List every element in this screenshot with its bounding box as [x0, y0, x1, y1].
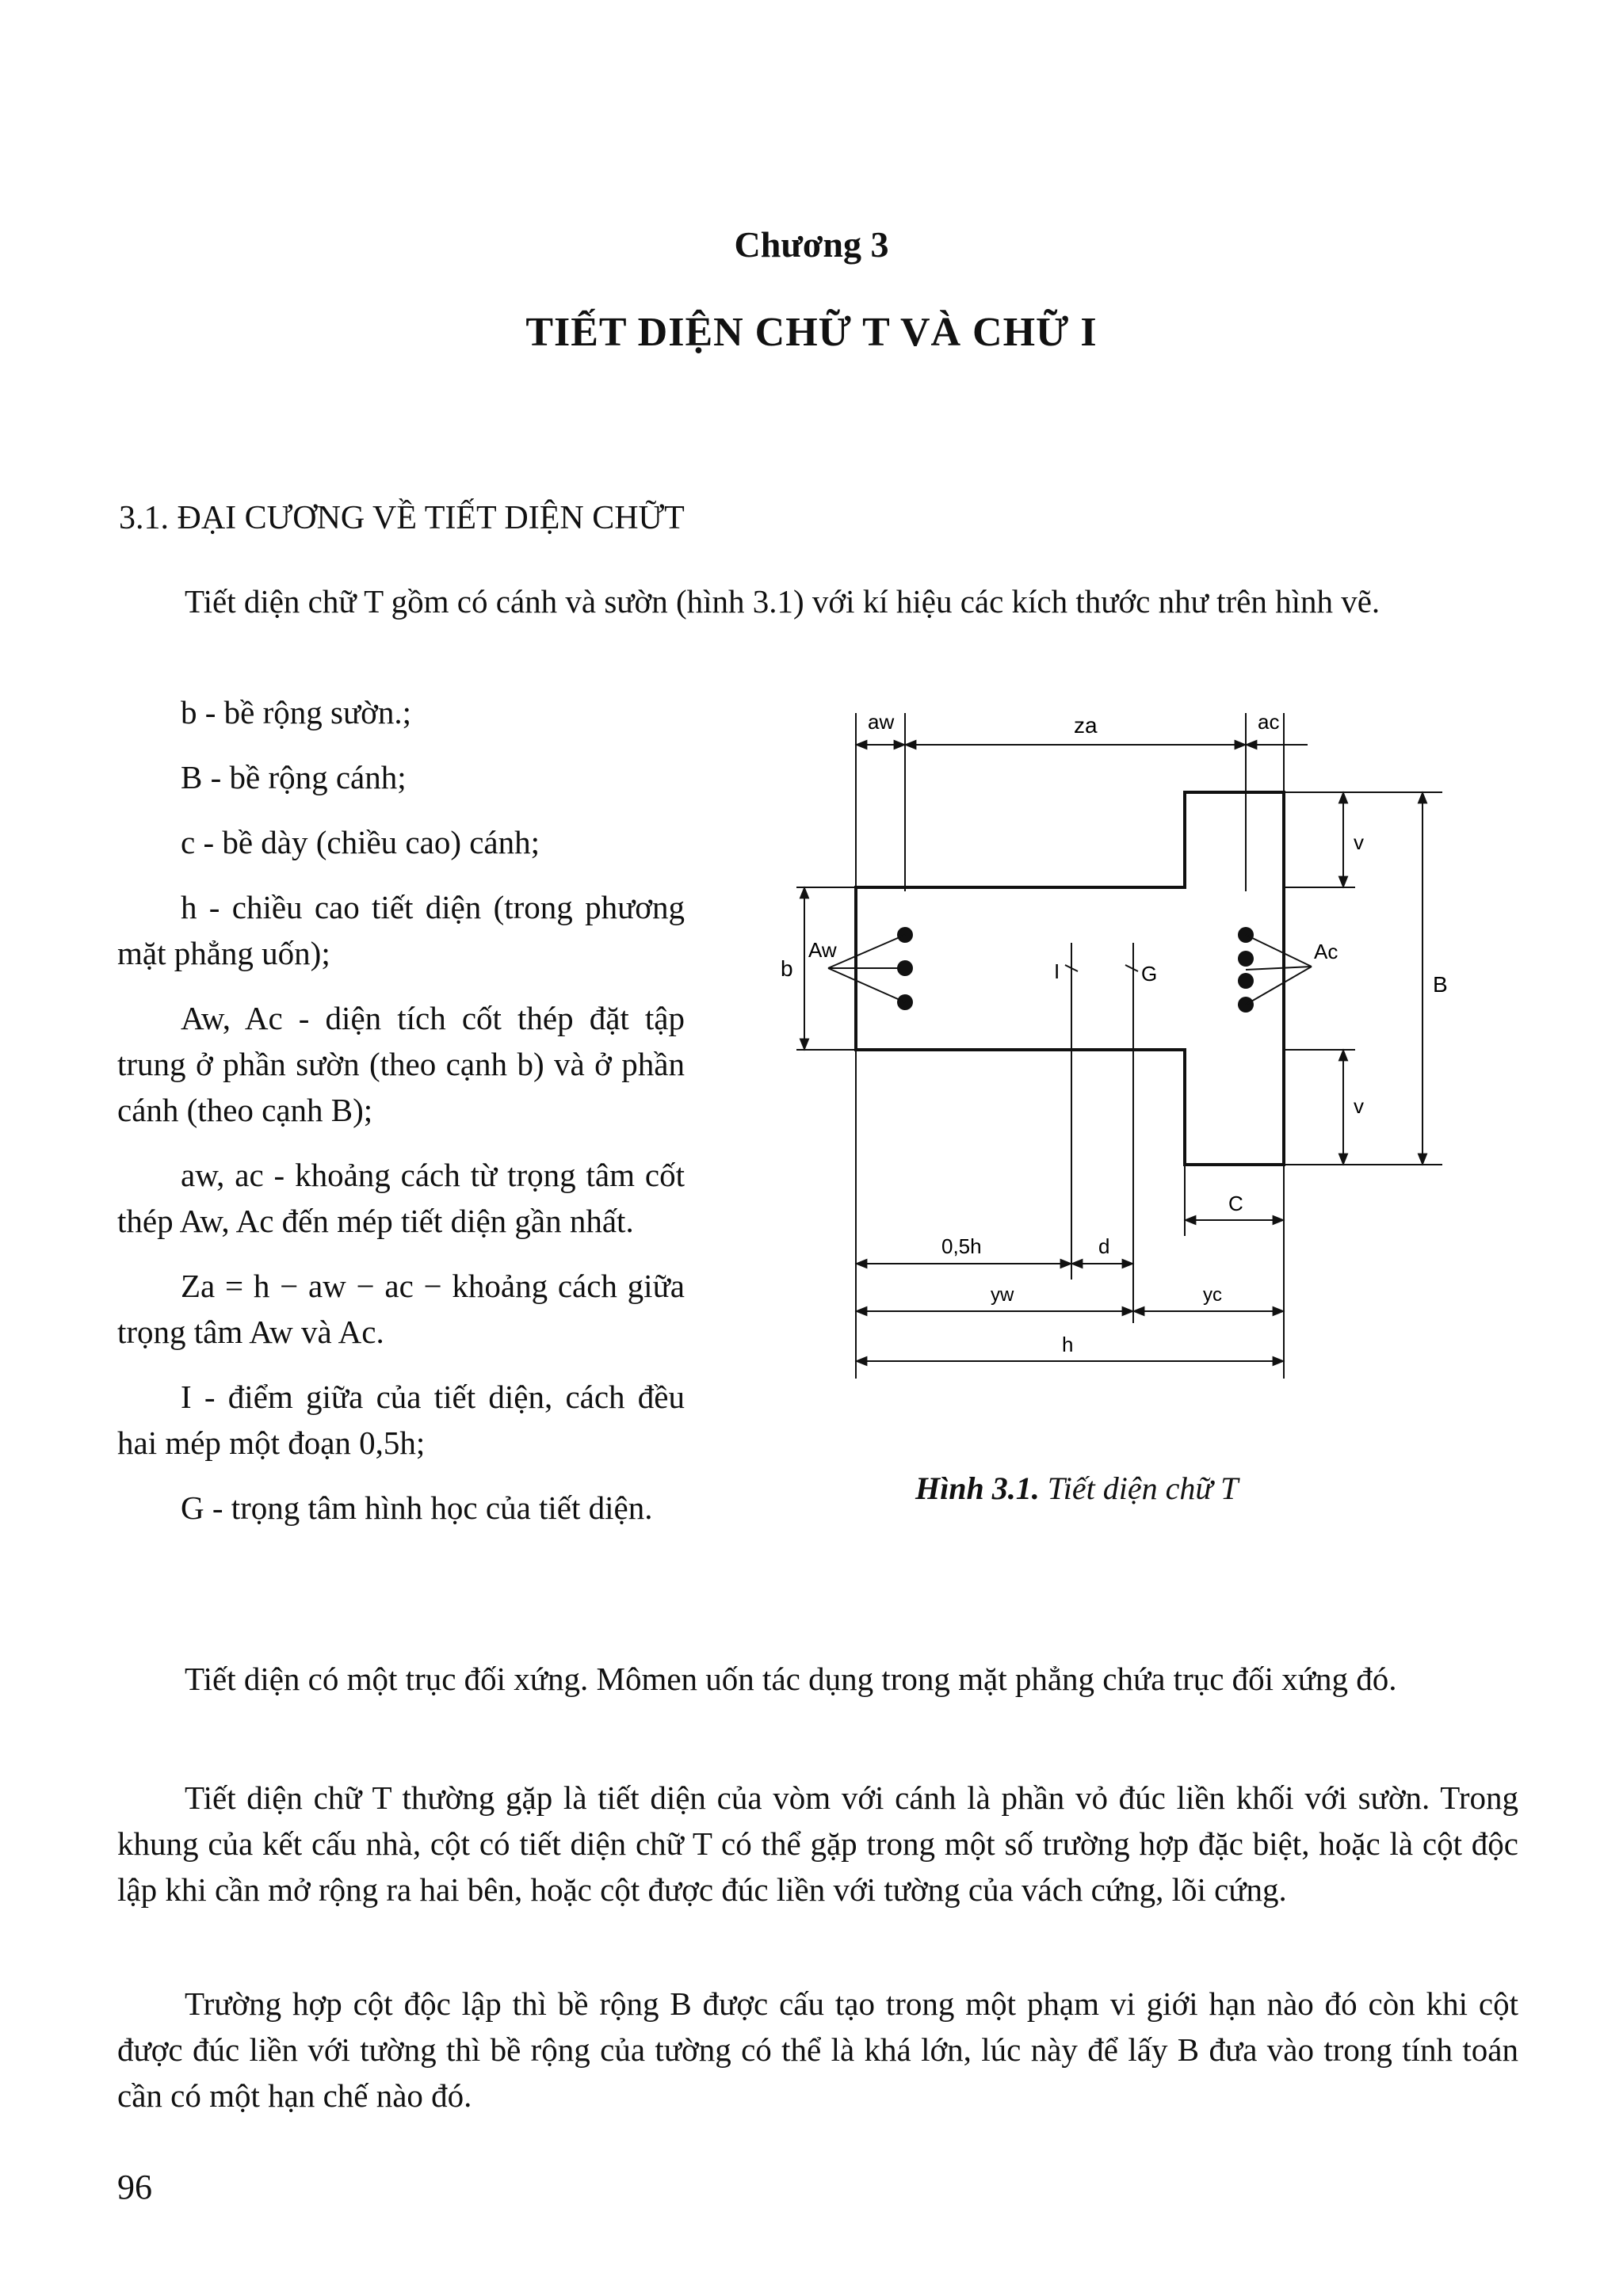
caption-text: Tiết diện chữ T	[1047, 1470, 1239, 1506]
label-G: G	[1141, 962, 1158, 986]
definition-item: Aw, Ac - diện tích cốt thép đặt tập trung ở phần sườn (theo cạnh b) và ở phần cánh (theo cạnh B);	[117, 1000, 685, 1128]
t-section-diagram	[729, 697, 1522, 1458]
definition-item: h - chiều cao tiết diện (trong phương mặt phẳng uốn);	[117, 889, 685, 971]
label-yw: yw	[991, 1284, 1014, 1306]
label-c: C	[1228, 1192, 1243, 1215]
definition-item: I - điểm giữa của tiết diện, cách đều hai mép một đoạn 0,5h;	[117, 1379, 685, 1461]
label-I: I	[1054, 959, 1060, 983]
label-v-bottom: v	[1354, 1094, 1364, 1118]
section-heading: 3.1. ĐẠI CƯƠNG VỀ TIẾT DIỆN CHỮT	[119, 500, 685, 536]
label-h: h	[1062, 1333, 1074, 1356]
page-number: 96	[117, 2168, 152, 2206]
definition-item: aw, ac - khoảng cách từ trọng tâm cốt thép Aw, Ac đến mép tiết diện gần nhất.	[117, 1157, 685, 1239]
label-yc: yc	[1203, 1284, 1222, 1306]
intro-paragraph: Tiết diện chữ T gồm có cánh và sườn (hình 3.1) với kí hiệu các kích thước như trên hình vẽ.	[185, 583, 1381, 620]
definition-item: G - trọng tâm hình học của tiết diện.	[181, 1489, 653, 1526]
definition-item: B - bề rộng cánh;	[181, 759, 407, 795]
label-aw: aw	[868, 710, 895, 734]
label-B: B	[1433, 972, 1448, 997]
chapter-label: Chương 3	[734, 224, 889, 265]
label-half-h: 0,5h	[941, 1234, 982, 1258]
section-outline	[856, 792, 1284, 1165]
label-b: b	[781, 956, 793, 981]
label-d: d	[1098, 1234, 1110, 1258]
chapter-title: TIẾT DIỆN CHỮ T VÀ CHỮ I	[525, 310, 1098, 355]
label-ac: ac	[1258, 710, 1280, 734]
caption-label: Hình 3.1.	[915, 1470, 1040, 1506]
definitions-list	[117, 689, 685, 1550]
label-Ac: Ac	[1314, 940, 1338, 963]
label-za: za	[1074, 713, 1098, 738]
label-v-top: v	[1354, 830, 1364, 854]
label-Aw: Aw	[808, 938, 837, 962]
body-paragraph: Trường hợp cột độc lập thì bề rộng B được cấu tạo trong một phạm vi giới hạn nào đó còn khi cột được đúc liền với tường thì bề rộng của tường có thể là khá lớn, lúc này để lấy B đưa vào trong tính toán cần có một hạn chế nào đó.	[117, 1985, 1518, 2114]
definition-item: c - bề dày (chiều cao) cánh;	[181, 824, 540, 860]
definition-item: Za = h − aw − ac − khoảng cách giữa trọng tâm Aw và Ac.	[117, 1268, 685, 1350]
definition-item: b - bề rộng sườn.;	[181, 694, 412, 730]
body-paragraph: Tiết diện chữ T thường gặp là tiết diện của vòm với cánh là phần vỏ đúc liền khối với sườn. Trong khung của kết cấu nhà, cột có tiết diện chữ T có thể gặp trong một số trường hợp đặc biệt, hoặc là cột độc lập khi cần mở rộng ra hai bên, hoặc cột được đúc liền với tường của vách cứng, lõi cứng.	[117, 1779, 1518, 1908]
figure-caption	[915, 1470, 1238, 1507]
body-paragraph: Tiết diện có một trục đối xứng. Mômen uốn tác dụng trong mặt phẳng chứa trục đối xứng đó.	[185, 1661, 1397, 1697]
